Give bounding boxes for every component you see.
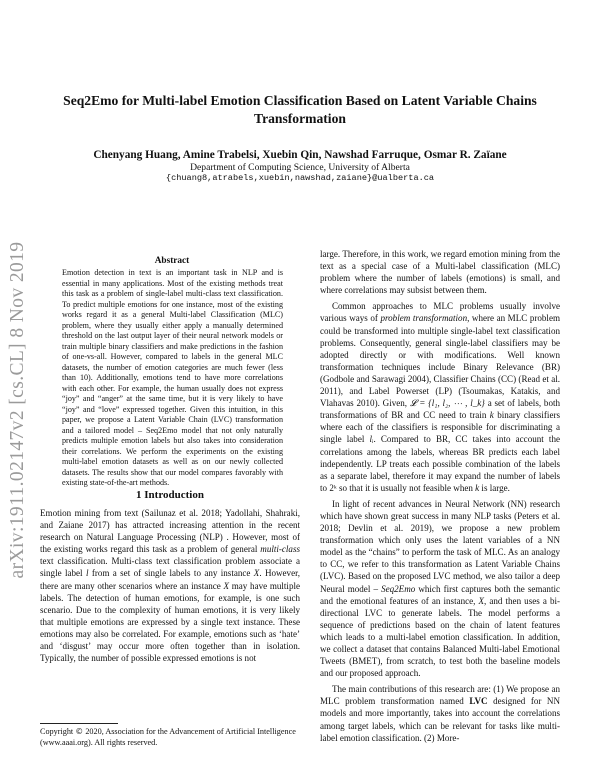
copyright-notice: Copyright © 2020, Association for the Advancement of Artificial Intelligence (www.aaai.org). All rights reserved. — [40, 727, 296, 747]
author-affiliation: Department of Computing Science, University of Alberta — [190, 162, 410, 173]
copyright-symbol: © — [75, 727, 84, 736]
paragraph-lvc: In light of recent advances in Neural Network (NN) research which have shown great success in many NLP tasks (Peters et al. 2018; Devlin et al. 2019), we propose a new problem transformation which only uses the latent variables of a NN model as the “chains” to perform the task of MLC. As an analogy to CC, we refer to this transformation as Latent Variable Chains (LVC). Based on the proposed LVC method, we also tailor a deep Neural model – Seq2Emo which first captures both the semantic and the emotional features of an instance, X, and then uses a bi-directional LVC to generate labels. The model performs a sequence of predictions based on the chain of latent features which leads to a multi-label emotion classification. In addition, we collect a dataset that contains Balanced Multi-label Emotional Tweets (BMET), from scratch, to test both the baseline models and our proposed approach. — [320, 498, 560, 679]
abstract-text: Emotion detection in text is an important task in NLP and is essential in many applications. Most of the existing methods treat this task as a problem of single-label multi-class text classification. To predict multiple emotions for one instance, most of the existing works regard it as a general Multi-label Classification (MLC) problem, where they usually either apply a manually determined threshold on the last output layer of their neural network models or train multiple binary classifiers and make predictions in the fashion of one-vs-all. However, compared to labels in the general MLC datasets, the number of emotion categories are much fewer (less than 10). Additionally, emotions tend to have more correlations with each other. For example, the human usually does not express “joy” and “anger” at the same time, but it is very likely to have “joy” and “love” expressed together. Given this intuition, in this paper, we propose a Latent Variable Chain (LVC) transformation and a tailored model – Seq2Emo model that not only naturally predicts multiple emotion labels but also takes into consideration their correlations. We perform the experiments on the existing multi-label emotion datasets as well as on our newly collected datasets. The results show that our model compares favorably with existing state-of-the-art methods. — [62, 268, 283, 487]
arxiv-identifier-sidebar — [2, 210, 34, 610]
author-emails: {chuang8,atrabels,xuebin,nawshad,zaiane}@ualberta.ca — [165, 173, 435, 183]
abstract-heading: Abstract — [154, 256, 190, 266]
paragraph-continuation: large. Therefore, in this work, we regard emotion mining from the text as a special case of a Multi-label classification (MLC) problem where the number of labels (emotions) is small, and where correlations may subsist between them. — [320, 249, 560, 296]
paragraph-problem-transformation: Common approaches to MLC problems usually involve various ways of problem transformation, where an MLC problem could be transformed into multiple single-label text classification problems. Consequently, general single-label classifiers may be adopted directly or with modifications. Well known transformation techniques include Binary Relevance (BR) (Godbole and Sarawagi 2004), Classifier Chains (CC) (Read et al. 2011), and Label Powerset (LP) (Tsoumakas, Katakis, and Vlahavas 2010). Given, 𝓛 = {l₁, l₂, ⋯ , l_k} a set of labels, both transformations of BR and CC need to train k binary classifiers where each of the classifiers is responsible for discriminating a single label lᵢ. Compared to BR, CC takes into account the correlations among the labels, whereas BR predicts each label independently. LP treats each possible combination of the labels as a separate label, therefore it may expand the number of labels to 2ᵏ so that it is usually not feasible when k is large. — [320, 301, 561, 493]
paragraph-contributions: The main contributions of this research are: (1) We propose an MLC problem transformation named LVC designed for NN models and more importantly, takes into account the correlations among target labels, which can be relevant for tasks like multi-label emotion classification. (2) More- — [320, 684, 560, 743]
label-set-math: 𝓛 = {l₁, l₂, ⋯ , l_k} — [409, 398, 485, 409]
right-column-body — [320, 248, 560, 748]
arxiv-identifier: arXiv:1911.02147v2 [cs.CL] 8 Nov 2019 — [7, 241, 28, 579]
introduction-paragraph: Emotion mining from text (Sailunaz et al. 2018; Yadollahi, Shahraki, and Zaiane 2017) has attracted increasing attention in the recent research on Natural Language Processing (NLP) . However, most of the existing works regard this task as a problem of general multi-class text classification. Multi-class text classification problem associate a single label l from a set of single labels to any instance X. However, there are many other scenarios where an instance X may have multiple labels. The detection of human emotions, for example, is one such scenario. Due to the complexity of human emotions, it is very likely that multiple emotions are expressed by a single text instance. These emotions may also be correlated. For example, emotions such as ‘hate’ and ‘disgust’ may occur more often together than in isolation. Typically, the number of possible expressed emotions is not — [40, 508, 300, 664]
paper-title: Seq2Emo for Multi-label Emotion Classification Based on Latent Variable Chains Transformation — [63, 93, 537, 126]
section-heading-introduction: 1 Introduction — [136, 489, 204, 501]
paper-authors: Chenyang Huang, Amine Trabelsi, Xuebin Qin, Nawshad Farruque, Osmar R. Zaïane — [93, 149, 507, 161]
footnote-rule — [40, 723, 118, 724]
